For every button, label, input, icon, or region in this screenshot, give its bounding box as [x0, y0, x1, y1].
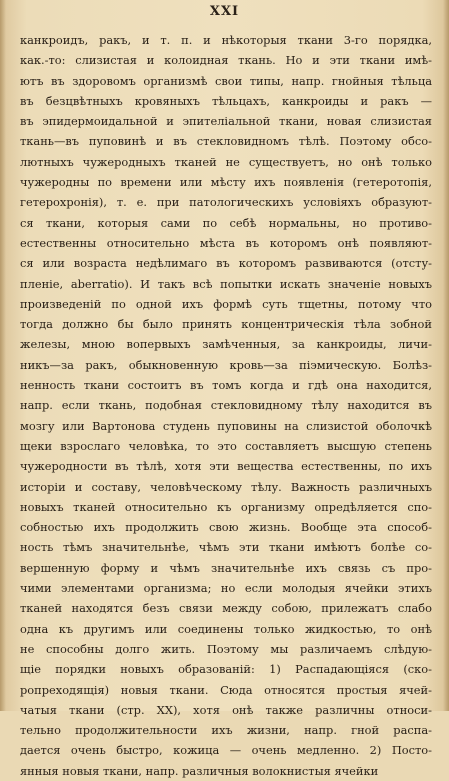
text-line: тогда должно бы было принять концентрическія тѣла зобной — [20, 317, 432, 332]
text-line: щіе порядки новыхъ образованій: 1) Распадающіяся (ско- — [20, 662, 432, 677]
text-line: ропреходящія) новыя ткани. Сюда относятся простыя ячей- — [20, 682, 432, 697]
text-line: новыхъ тканей относительно къ организму опредѣляется спо- — [20, 499, 432, 514]
text-line: въ эпидермоидальной и эпителіальной ткани, новая слизистая — [20, 114, 432, 129]
text-line: канкроидъ, ракъ, и т. п. и нѣкоторыя ткани 3-го порядка, — [20, 33, 432, 47]
text-line: железы, мною вопервыхъ замѣченныя, за канкроиды, личи- — [20, 337, 432, 352]
page-number: XXI — [209, 4, 240, 19]
text-line: ютъ въ здоровомъ организмѣ свои типы, напр. гнойныя тѣльца — [20, 73, 432, 88]
text-line: чими элементами организма; но если молодыя ячейки этихъ — [20, 581, 432, 596]
text-line: лютныхъ чужеродныхъ тканей не существуетъ, но онѣ только — [20, 154, 432, 169]
text-line: ность тѣмъ значительнѣе, чѣмъ эти ткани имѣютъ болѣе со- — [20, 540, 432, 555]
body-text — [20, 30, 432, 781]
text-line: ткань—въ пуповинѣ и въ стекловидномъ тѣлѣ. Поэтому обсо- — [20, 134, 432, 149]
text-line: исторіи и составу, человѣческому тѣлу. Важность различныхъ — [20, 479, 432, 494]
text-line: ся или возраста недѣлимаго въ которомъ развиваются (отсту- — [20, 256, 432, 271]
text-line: чужеродны по времени или мѣсту ихъ появленія (гетеротопія, — [20, 175, 432, 190]
text-line: дается очень быстро, кожица — очень медленно. 2) Посто- — [20, 743, 432, 758]
text-line: как.-то: слизистая и колоидная ткань. Но и эти ткани имѣ- — [20, 53, 432, 68]
text-line: собностью ихъ продолжить свою жизнь. Вообще эта способ- — [20, 520, 432, 535]
text-line: янныя новыя ткани, напр. различныя волокнистыя ячейки — [20, 763, 379, 778]
text-line: чужеродности въ тѣлѣ, хотя эти вещества естественны, по ихъ — [20, 459, 432, 474]
text-line: тканей находятся безъ связи между собою, прилежатъ слабо — [20, 601, 432, 616]
text-line: одна къ другимъ или соединены только жидкостью, то онѣ — [20, 621, 432, 636]
text-line: пленіе, aberratio). И такъ всѣ попытки искать значеніе новыхъ — [20, 276, 432, 291]
text-line: ся ткани, которыя сами по себѣ нормальны, но противо- — [20, 215, 432, 230]
text-line: въ безцвѣтныхъ кровяныхъ тѣльцахъ, канкроиды и ракъ — — [20, 93, 432, 108]
page-right-shadow — [443, 0, 449, 711]
text-line: никъ—за ракъ, обыкновенную кровь—за піэмическую. Болѣз- — [20, 357, 432, 372]
text-line: тельно продолжительности ихъ жизни, напр. гной распа- — [20, 723, 432, 738]
page-left-shadow — [0, 0, 6, 711]
text-line: произведеній по одной ихъ формѣ суть тщетны, потому что — [20, 296, 432, 311]
text-line: не способны долго жить. Поэтому мы различаемъ слѣдую- — [20, 641, 432, 656]
text-line: естественны относительно мѣста въ которомъ онѣ появляют- — [20, 235, 432, 250]
text-line: вершенную форму и чѣмъ значительнѣе ихъ связь съ про- — [20, 560, 432, 575]
text-line: мозгу или Вартонова студень пуповины на слизистой оболочкѣ — [20, 418, 432, 433]
text-line: чатыя ткани (стр. XX), хотя онѣ также различны относи- — [20, 702, 432, 717]
text-line: щеки взрослаго человѣка, то это составляетъ высшую степень — [20, 438, 432, 453]
text-line: гетерохронія), т. е. при патологическихъ условіяхъ образуют- — [20, 195, 432, 210]
text-line: напр. если ткань, подобная стекловидному тѣлу находится въ — [20, 398, 432, 413]
text-line: ненность ткани состоитъ въ томъ когда и гдѣ она находится, — [20, 378, 432, 393]
